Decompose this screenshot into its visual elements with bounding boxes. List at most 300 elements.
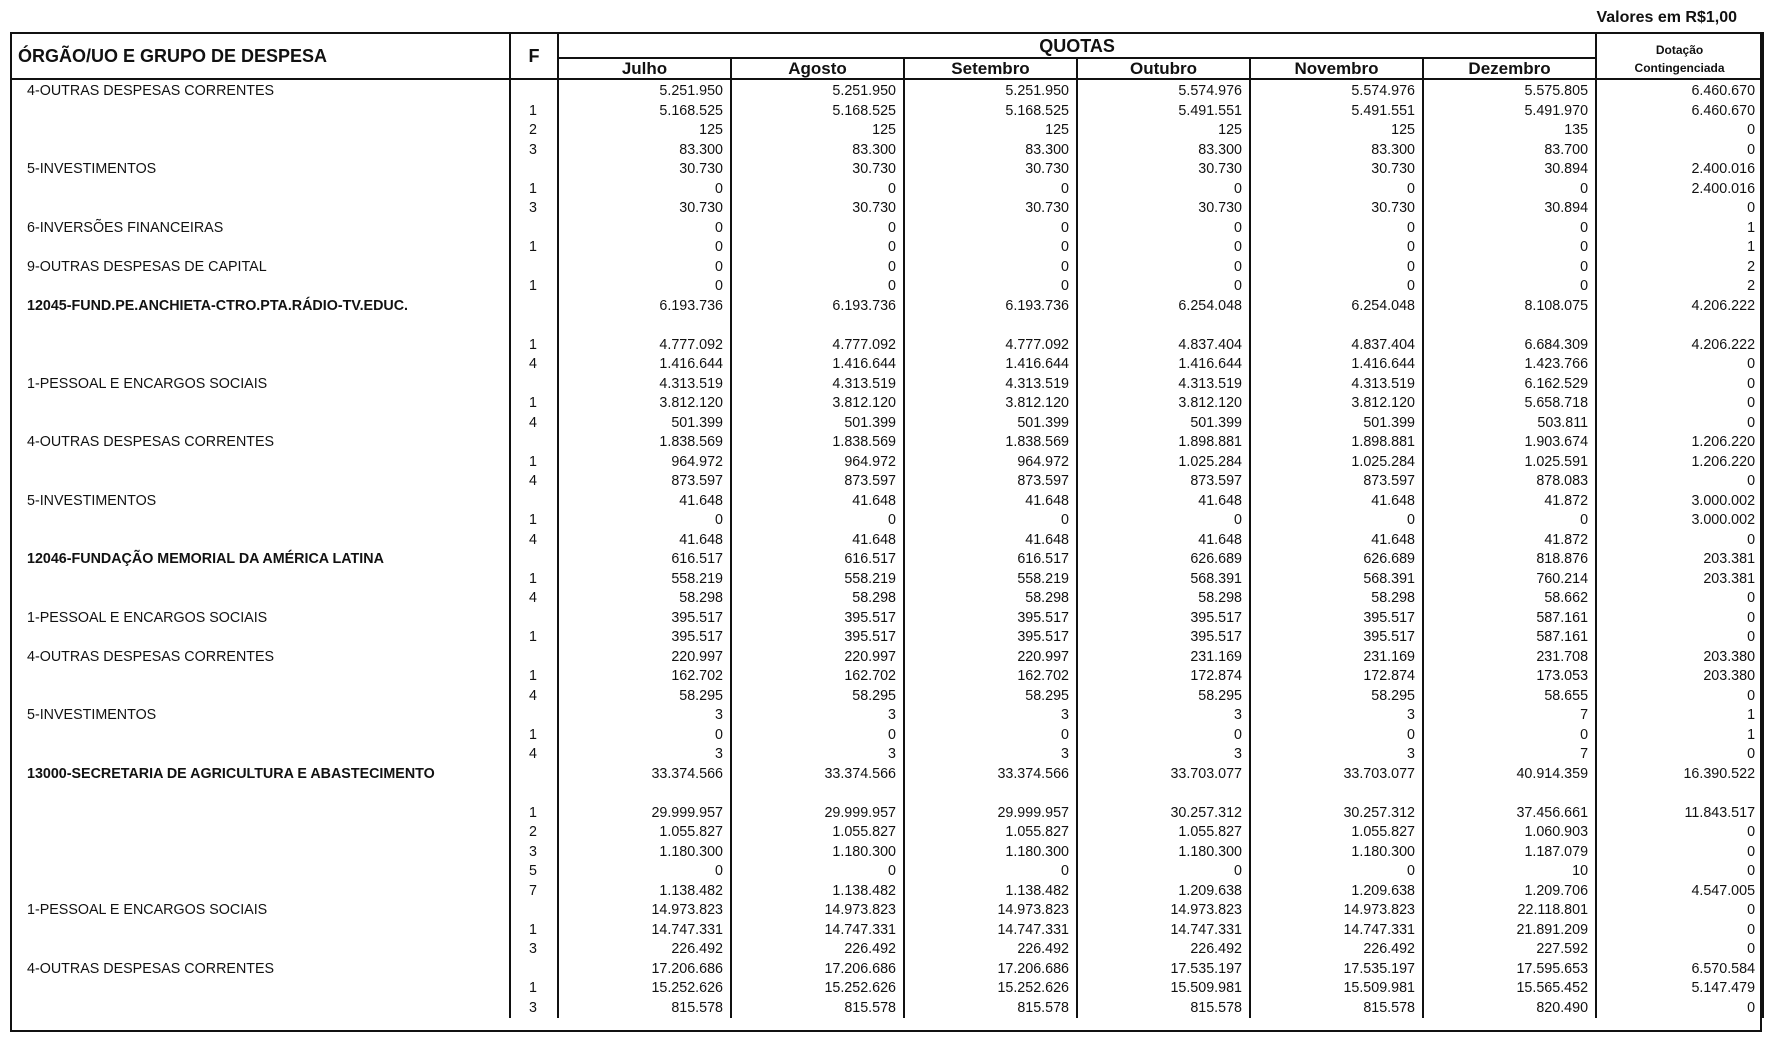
cell-dezembro: 0 bbox=[1423, 219, 1596, 239]
cell-dotacao: 4.206.222 bbox=[1596, 297, 1763, 336]
row-description: 12045-FUND.PE.ANCHIETA-CTRO.PTA.RÁDIO-TV.EDUC. bbox=[11, 297, 510, 336]
cell-julho: 58.295 bbox=[558, 687, 731, 707]
cell-outubro: 0 bbox=[1077, 277, 1250, 297]
cell-dotacao: 0 bbox=[1596, 355, 1763, 375]
cell-julho: 0 bbox=[558, 238, 731, 258]
cell-setembro: 4.313.519 bbox=[904, 375, 1077, 395]
cell-dezembro: 7 bbox=[1423, 745, 1596, 765]
cell-outubro: 0 bbox=[1077, 258, 1250, 278]
row-description bbox=[11, 238, 510, 258]
cell-dotacao: 4.206.222 bbox=[1596, 336, 1763, 356]
header-contingenciada: Contingenciada bbox=[1596, 58, 1763, 79]
cell-outubro: 5.574.976 bbox=[1077, 79, 1250, 102]
cell-julho: 0 bbox=[558, 219, 731, 239]
cell-novembro: 226.492 bbox=[1250, 940, 1423, 960]
cell-agosto: 14.973.823 bbox=[731, 901, 904, 921]
table-row bbox=[11, 433, 1763, 453]
table-row bbox=[11, 492, 1763, 512]
cell-dotacao: 1.206.220 bbox=[1596, 453, 1763, 473]
cell-agosto: 558.219 bbox=[731, 570, 904, 590]
cell-outubro: 395.517 bbox=[1077, 609, 1250, 629]
cell-outubro: 15.509.981 bbox=[1077, 979, 1250, 999]
cell-outubro: 815.578 bbox=[1077, 999, 1250, 1019]
row-description bbox=[11, 589, 510, 609]
table-row bbox=[11, 745, 1763, 765]
cell-novembro: 1.025.284 bbox=[1250, 453, 1423, 473]
cell-setembro: 4.777.092 bbox=[904, 336, 1077, 356]
cell-outubro: 6.254.048 bbox=[1077, 297, 1250, 336]
cell-julho: 4.777.092 bbox=[558, 336, 731, 356]
cell-dezembro: 30.894 bbox=[1423, 199, 1596, 219]
cell-dotacao: 2 bbox=[1596, 258, 1763, 278]
cell-agosto: 0 bbox=[731, 726, 904, 746]
cell-setembro: 501.399 bbox=[904, 414, 1077, 434]
table-row bbox=[11, 609, 1763, 629]
cell-outubro: 58.295 bbox=[1077, 687, 1250, 707]
cell-dezembro: 37.456.661 bbox=[1423, 804, 1596, 824]
table-row bbox=[11, 940, 1763, 960]
cell-dezembro: 22.118.801 bbox=[1423, 901, 1596, 921]
cell-dezembro: 0 bbox=[1423, 238, 1596, 258]
cell-dezembro: 41.872 bbox=[1423, 492, 1596, 512]
cell-julho: 41.648 bbox=[558, 531, 731, 551]
cell-agosto: 15.252.626 bbox=[731, 979, 904, 999]
cell-outubro: 0 bbox=[1077, 511, 1250, 531]
cell-setembro: 33.374.566 bbox=[904, 765, 1077, 804]
table-row bbox=[11, 628, 1763, 648]
cell-outubro: 41.648 bbox=[1077, 492, 1250, 512]
cell-setembro: 0 bbox=[904, 180, 1077, 200]
row-fonte bbox=[510, 960, 558, 980]
cell-agosto: 58.298 bbox=[731, 589, 904, 609]
cell-dotacao: 203.381 bbox=[1596, 550, 1763, 570]
table-row bbox=[11, 453, 1763, 473]
header-month-setembro: Setembro bbox=[904, 58, 1077, 79]
row-fonte bbox=[510, 550, 558, 570]
cell-julho: 5.168.525 bbox=[558, 102, 731, 122]
table-row bbox=[11, 765, 1763, 804]
cell-julho: 15.252.626 bbox=[558, 979, 731, 999]
cell-julho: 220.997 bbox=[558, 648, 731, 668]
cell-novembro: 58.295 bbox=[1250, 687, 1423, 707]
cell-julho: 226.492 bbox=[558, 940, 731, 960]
cell-agosto: 1.416.644 bbox=[731, 355, 904, 375]
row-description bbox=[11, 570, 510, 590]
cell-novembro: 873.597 bbox=[1250, 472, 1423, 492]
row-description: 1-PESSOAL E ENCARGOS SOCIAIS bbox=[11, 375, 510, 395]
table-row bbox=[11, 921, 1763, 941]
cell-julho: 3 bbox=[558, 745, 731, 765]
cell-dotacao: 203.380 bbox=[1596, 667, 1763, 687]
cell-novembro: 3 bbox=[1250, 706, 1423, 726]
cell-julho: 162.702 bbox=[558, 667, 731, 687]
cell-dotacao: 2 bbox=[1596, 277, 1763, 297]
row-fonte bbox=[510, 648, 558, 668]
cell-dezembro: 1.025.591 bbox=[1423, 453, 1596, 473]
row-description bbox=[11, 726, 510, 746]
cell-agosto: 1.138.482 bbox=[731, 882, 904, 902]
row-fonte: 4 bbox=[510, 589, 558, 609]
cell-outubro: 0 bbox=[1077, 238, 1250, 258]
cell-setembro: 14.973.823 bbox=[904, 901, 1077, 921]
cell-dezembro: 1.187.079 bbox=[1423, 843, 1596, 863]
row-fonte: 1 bbox=[510, 102, 558, 122]
row-description bbox=[11, 882, 510, 902]
row-fonte: 4 bbox=[510, 531, 558, 551]
cell-setembro: 3 bbox=[904, 745, 1077, 765]
cell-setembro: 41.648 bbox=[904, 492, 1077, 512]
row-description bbox=[11, 472, 510, 492]
cell-dotacao: 0 bbox=[1596, 589, 1763, 609]
cell-outubro: 33.703.077 bbox=[1077, 765, 1250, 804]
cell-dotacao: 1.206.220 bbox=[1596, 433, 1763, 453]
row-description: 5-INVESTIMENTOS bbox=[11, 492, 510, 512]
cell-agosto: 501.399 bbox=[731, 414, 904, 434]
row-fonte bbox=[510, 901, 558, 921]
cell-dotacao: 0 bbox=[1596, 921, 1763, 941]
budget-quota-table bbox=[10, 32, 1764, 1018]
cell-agosto: 4.777.092 bbox=[731, 336, 904, 356]
row-description bbox=[11, 277, 510, 297]
row-description bbox=[11, 628, 510, 648]
cell-julho: 1.838.569 bbox=[558, 433, 731, 453]
cell-setembro: 0 bbox=[904, 726, 1077, 746]
cell-julho: 0 bbox=[558, 511, 731, 531]
table-row bbox=[11, 219, 1763, 239]
cell-julho: 0 bbox=[558, 726, 731, 746]
cell-dezembro: 231.708 bbox=[1423, 648, 1596, 668]
cell-dotacao: 3.000.002 bbox=[1596, 511, 1763, 531]
cell-julho: 14.973.823 bbox=[558, 901, 731, 921]
cell-novembro: 58.298 bbox=[1250, 589, 1423, 609]
cell-novembro: 0 bbox=[1250, 862, 1423, 882]
row-fonte bbox=[510, 765, 558, 804]
table-row bbox=[11, 979, 1763, 999]
cell-dotacao: 0 bbox=[1596, 940, 1763, 960]
cell-setembro: 58.298 bbox=[904, 589, 1077, 609]
row-fonte: 5 bbox=[510, 862, 558, 882]
cell-outubro: 1.209.638 bbox=[1077, 882, 1250, 902]
cell-dotacao: 0 bbox=[1596, 121, 1763, 141]
header-dotacao: Dotação bbox=[1596, 33, 1763, 58]
row-description bbox=[11, 102, 510, 122]
cell-dezembro: 818.876 bbox=[1423, 550, 1596, 570]
cell-dotacao: 0 bbox=[1596, 687, 1763, 707]
cell-outubro: 873.597 bbox=[1077, 472, 1250, 492]
row-fonte bbox=[510, 706, 558, 726]
cell-dotacao: 0 bbox=[1596, 862, 1763, 882]
cell-outubro: 3 bbox=[1077, 706, 1250, 726]
header-month-outubro: Outubro bbox=[1077, 58, 1250, 79]
cell-julho: 6.193.736 bbox=[558, 297, 731, 336]
row-description bbox=[11, 804, 510, 824]
table-row bbox=[11, 277, 1763, 297]
row-description: 4-OUTRAS DESPESAS CORRENTES bbox=[11, 79, 510, 102]
cell-dotacao: 2.400.016 bbox=[1596, 160, 1763, 180]
header-quotas: QUOTAS bbox=[558, 33, 1596, 58]
cell-agosto: 5.168.525 bbox=[731, 102, 904, 122]
cell-setembro: 14.747.331 bbox=[904, 921, 1077, 941]
header-month-dezembro: Dezembro bbox=[1423, 58, 1596, 79]
cell-novembro: 4.837.404 bbox=[1250, 336, 1423, 356]
cell-julho: 1.416.644 bbox=[558, 355, 731, 375]
cell-outubro: 395.517 bbox=[1077, 628, 1250, 648]
cell-agosto: 3 bbox=[731, 745, 904, 765]
table-row bbox=[11, 862, 1763, 882]
cell-novembro: 815.578 bbox=[1250, 999, 1423, 1019]
cell-setembro: 30.730 bbox=[904, 199, 1077, 219]
cell-agosto: 0 bbox=[731, 238, 904, 258]
cell-novembro: 0 bbox=[1250, 180, 1423, 200]
cell-agosto: 1.838.569 bbox=[731, 433, 904, 453]
row-description: 6-INVERSÕES FINANCEIRAS bbox=[11, 219, 510, 239]
cell-setembro: 83.300 bbox=[904, 141, 1077, 161]
cell-dezembro: 1.209.706 bbox=[1423, 882, 1596, 902]
cell-julho: 3.812.120 bbox=[558, 394, 731, 414]
cell-julho: 558.219 bbox=[558, 570, 731, 590]
row-description: 1-PESSOAL E ENCARGOS SOCIAIS bbox=[11, 609, 510, 629]
row-fonte: 1 bbox=[510, 726, 558, 746]
row-fonte bbox=[510, 79, 558, 102]
cell-dotacao: 6.460.670 bbox=[1596, 102, 1763, 122]
cell-setembro: 0 bbox=[904, 511, 1077, 531]
cell-dezembro: 0 bbox=[1423, 258, 1596, 278]
cell-julho: 33.374.566 bbox=[558, 765, 731, 804]
cell-novembro: 1.209.638 bbox=[1250, 882, 1423, 902]
cell-novembro: 83.300 bbox=[1250, 141, 1423, 161]
header-orgao: ÓRGÃO/UO E GRUPO DE DESPESA bbox=[11, 33, 510, 79]
cell-dezembro: 30.894 bbox=[1423, 160, 1596, 180]
cell-agosto: 30.730 bbox=[731, 199, 904, 219]
row-description bbox=[11, 667, 510, 687]
row-fonte bbox=[510, 375, 558, 395]
cell-dezembro: 5.658.718 bbox=[1423, 394, 1596, 414]
cell-novembro: 0 bbox=[1250, 277, 1423, 297]
row-fonte bbox=[510, 609, 558, 629]
cell-setembro: 815.578 bbox=[904, 999, 1077, 1019]
cell-dotacao: 203.381 bbox=[1596, 570, 1763, 590]
cell-dotacao: 1 bbox=[1596, 238, 1763, 258]
cell-julho: 0 bbox=[558, 258, 731, 278]
header-fonte: F bbox=[510, 33, 558, 79]
cell-dotacao: 6.570.584 bbox=[1596, 960, 1763, 980]
cell-novembro: 1.416.644 bbox=[1250, 355, 1423, 375]
cell-julho: 1.055.827 bbox=[558, 823, 731, 843]
cell-setembro: 1.055.827 bbox=[904, 823, 1077, 843]
row-fonte: 1 bbox=[510, 628, 558, 648]
table-row bbox=[11, 843, 1763, 863]
cell-julho: 17.206.686 bbox=[558, 960, 731, 980]
cell-novembro: 231.169 bbox=[1250, 648, 1423, 668]
cell-setembro: 0 bbox=[904, 238, 1077, 258]
cell-dotacao: 0 bbox=[1596, 414, 1763, 434]
cell-dezembro: 587.161 bbox=[1423, 609, 1596, 629]
cell-julho: 125 bbox=[558, 121, 731, 141]
cell-dotacao: 0 bbox=[1596, 609, 1763, 629]
cell-novembro: 5.574.976 bbox=[1250, 79, 1423, 102]
cell-julho: 964.972 bbox=[558, 453, 731, 473]
table-row bbox=[11, 394, 1763, 414]
cell-dotacao: 0 bbox=[1596, 823, 1763, 843]
row-fonte: 3 bbox=[510, 999, 558, 1019]
table-row bbox=[11, 589, 1763, 609]
cell-dezembro: 58.662 bbox=[1423, 589, 1596, 609]
row-description bbox=[11, 394, 510, 414]
cell-outubro: 14.973.823 bbox=[1077, 901, 1250, 921]
cell-setembro: 558.219 bbox=[904, 570, 1077, 590]
cell-julho: 0 bbox=[558, 277, 731, 297]
cell-novembro: 395.517 bbox=[1250, 609, 1423, 629]
cell-novembro: 1.180.300 bbox=[1250, 843, 1423, 863]
row-fonte: 4 bbox=[510, 687, 558, 707]
cell-agosto: 0 bbox=[731, 862, 904, 882]
cell-outubro: 41.648 bbox=[1077, 531, 1250, 551]
cell-setembro: 30.730 bbox=[904, 160, 1077, 180]
cell-julho: 395.517 bbox=[558, 628, 731, 648]
table-row bbox=[11, 180, 1763, 200]
row-description: 13000-SECRETARIA DE AGRICULTURA E ABASTECIMENTO bbox=[11, 765, 510, 804]
cell-outubro: 1.025.284 bbox=[1077, 453, 1250, 473]
cell-novembro: 4.313.519 bbox=[1250, 375, 1423, 395]
row-fonte: 1 bbox=[510, 394, 558, 414]
table-row bbox=[11, 297, 1763, 336]
cell-agosto: 0 bbox=[731, 511, 904, 531]
cell-novembro: 17.535.197 bbox=[1250, 960, 1423, 980]
cell-outubro: 568.391 bbox=[1077, 570, 1250, 590]
table-body bbox=[11, 79, 1763, 1018]
cell-agosto: 29.999.957 bbox=[731, 804, 904, 824]
cell-outubro: 3.812.120 bbox=[1077, 394, 1250, 414]
cell-julho: 29.999.957 bbox=[558, 804, 731, 824]
cell-dezembro: 6.684.309 bbox=[1423, 336, 1596, 356]
row-description bbox=[11, 843, 510, 863]
cell-agosto: 17.206.686 bbox=[731, 960, 904, 980]
row-description bbox=[11, 414, 510, 434]
cell-dotacao: 0 bbox=[1596, 141, 1763, 161]
cell-novembro: 501.399 bbox=[1250, 414, 1423, 434]
cell-setembro: 0 bbox=[904, 277, 1077, 297]
row-description bbox=[11, 687, 510, 707]
cell-outubro: 125 bbox=[1077, 121, 1250, 141]
row-description bbox=[11, 180, 510, 200]
row-description: 4-OUTRAS DESPESAS CORRENTES bbox=[11, 433, 510, 453]
cell-dezembro: 17.595.653 bbox=[1423, 960, 1596, 980]
row-fonte: 4 bbox=[510, 745, 558, 765]
cell-agosto: 33.374.566 bbox=[731, 765, 904, 804]
cell-outubro: 4.313.519 bbox=[1077, 375, 1250, 395]
cell-dezembro: 5.575.805 bbox=[1423, 79, 1596, 102]
row-description bbox=[11, 862, 510, 882]
cell-novembro: 30.257.312 bbox=[1250, 804, 1423, 824]
row-description: 4-OUTRAS DESPESAS CORRENTES bbox=[11, 648, 510, 668]
row-fonte bbox=[510, 160, 558, 180]
cell-dezembro: 1.903.674 bbox=[1423, 433, 1596, 453]
cell-setembro: 964.972 bbox=[904, 453, 1077, 473]
cell-outubro: 1.055.827 bbox=[1077, 823, 1250, 843]
cell-agosto: 395.517 bbox=[731, 628, 904, 648]
cell-setembro: 29.999.957 bbox=[904, 804, 1077, 824]
cell-novembro: 41.648 bbox=[1250, 492, 1423, 512]
cell-dotacao: 5.147.479 bbox=[1596, 979, 1763, 999]
cell-dezembro: 41.872 bbox=[1423, 531, 1596, 551]
table-row bbox=[11, 999, 1763, 1019]
cell-novembro: 30.730 bbox=[1250, 199, 1423, 219]
cell-outubro: 0 bbox=[1077, 219, 1250, 239]
cell-novembro: 0 bbox=[1250, 726, 1423, 746]
table-row bbox=[11, 960, 1763, 980]
cell-agosto: 616.517 bbox=[731, 550, 904, 570]
table-row bbox=[11, 355, 1763, 375]
cell-dezembro: 1.423.766 bbox=[1423, 355, 1596, 375]
row-fonte: 3 bbox=[510, 843, 558, 863]
cell-agosto: 162.702 bbox=[731, 667, 904, 687]
cell-novembro: 5.491.551 bbox=[1250, 102, 1423, 122]
table-row bbox=[11, 160, 1763, 180]
cell-agosto: 0 bbox=[731, 180, 904, 200]
cell-novembro: 30.730 bbox=[1250, 160, 1423, 180]
row-description bbox=[11, 355, 510, 375]
cell-agosto: 873.597 bbox=[731, 472, 904, 492]
cell-dotacao: 6.460.670 bbox=[1596, 79, 1763, 102]
cell-agosto: 0 bbox=[731, 277, 904, 297]
cell-julho: 3 bbox=[558, 706, 731, 726]
row-fonte: 1 bbox=[510, 180, 558, 200]
cell-dezembro: 58.655 bbox=[1423, 687, 1596, 707]
cell-novembro: 14.973.823 bbox=[1250, 901, 1423, 921]
row-description bbox=[11, 121, 510, 141]
row-description bbox=[11, 511, 510, 531]
cell-setembro: 3 bbox=[904, 706, 1077, 726]
cell-novembro: 3.812.120 bbox=[1250, 394, 1423, 414]
cell-setembro: 1.416.644 bbox=[904, 355, 1077, 375]
cell-dezembro: 83.700 bbox=[1423, 141, 1596, 161]
row-description bbox=[11, 979, 510, 999]
cell-agosto: 5.251.950 bbox=[731, 79, 904, 102]
cell-dotacao: 0 bbox=[1596, 745, 1763, 765]
cell-julho: 83.300 bbox=[558, 141, 731, 161]
row-fonte: 1 bbox=[510, 570, 558, 590]
cell-novembro: 0 bbox=[1250, 219, 1423, 239]
cell-agosto: 395.517 bbox=[731, 609, 904, 629]
cell-julho: 0 bbox=[558, 180, 731, 200]
cell-novembro: 15.509.981 bbox=[1250, 979, 1423, 999]
cell-novembro: 41.648 bbox=[1250, 531, 1423, 551]
cell-novembro: 395.517 bbox=[1250, 628, 1423, 648]
cell-agosto: 1.055.827 bbox=[731, 823, 904, 843]
header-month-agosto: Agosto bbox=[731, 58, 904, 79]
cell-outubro: 0 bbox=[1077, 180, 1250, 200]
row-fonte: 1 bbox=[510, 804, 558, 824]
cell-dezembro: 0 bbox=[1423, 180, 1596, 200]
cell-dotacao: 4.547.005 bbox=[1596, 882, 1763, 902]
cell-agosto: 0 bbox=[731, 219, 904, 239]
cell-outubro: 0 bbox=[1077, 862, 1250, 882]
row-fonte: 1 bbox=[510, 921, 558, 941]
cell-outubro: 30.257.312 bbox=[1077, 804, 1250, 824]
cell-dezembro: 0 bbox=[1423, 277, 1596, 297]
cell-setembro: 162.702 bbox=[904, 667, 1077, 687]
row-fonte: 1 bbox=[510, 277, 558, 297]
cell-dotacao: 3.000.002 bbox=[1596, 492, 1763, 512]
cell-agosto: 3 bbox=[731, 706, 904, 726]
cell-julho: 1.138.482 bbox=[558, 882, 731, 902]
units-label: Valores em R$1,00 bbox=[1596, 9, 1737, 26]
cell-outubro: 83.300 bbox=[1077, 141, 1250, 161]
table-row bbox=[11, 238, 1763, 258]
row-fonte bbox=[510, 219, 558, 239]
cell-dotacao: 0 bbox=[1596, 901, 1763, 921]
cell-dotacao: 1 bbox=[1596, 726, 1763, 746]
